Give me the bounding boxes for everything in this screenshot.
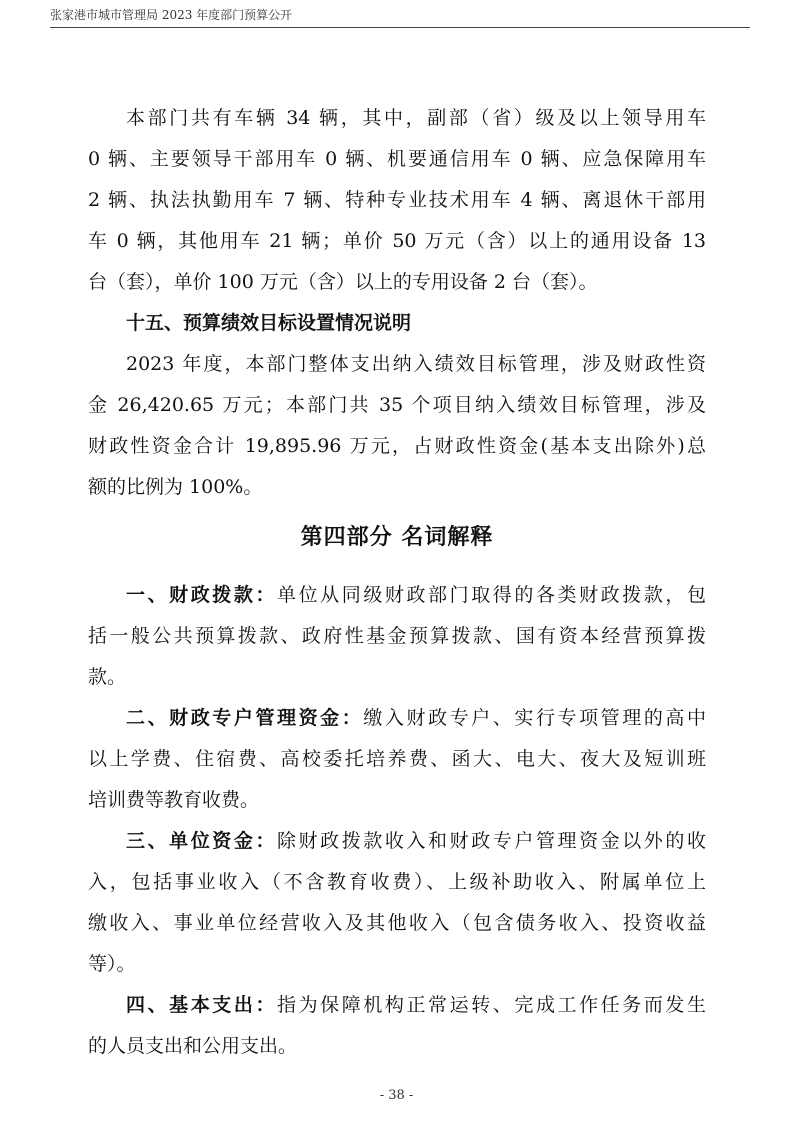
page-header: 张家港市城市管理局 2023 年度部门预算公开 [50,8,293,22]
paragraph-line: 培训费等教育收费。 [88,789,260,811]
term-first-line [88,987,706,1023]
paragraph-line: 台（套），单价 100 万元（含）以上的专用设备 2 台（套）。 [88,271,598,293]
paragraph-line: 款。 [88,666,127,688]
paragraph-line: 2 辆、执法执勤用车 7 辆、特种专业技术用车 4 辆、离退休干部用 [88,189,706,211]
paragraph-line: 本部门共有车辆 34 辆，其中，副部（省）级及以上领导用车 [126,107,706,129]
paragraph-line: 车 0 辆，其他用车 21 辆；单价 50 万元（含）以上的通用设备 13 [88,230,706,252]
paragraph-line: 等）。 [88,953,136,975]
paragraph-line: 金 26,420.65 万元；本部门共 35 个项目纳入绩效目标管理，涉及 [88,394,706,416]
term-label: 一、财政拨款： [126,584,278,606]
page-number: - 38 - [379,1088,414,1103]
term-label: 四、基本支出： [126,994,278,1016]
term-definition: 除财政拨款收入和财政专户管理资金以外的收 [277,830,706,852]
paragraph-line: 以上学费、住宿费、高校委托培养费、函大、电大、夜大及短训班 [88,748,706,770]
paragraph-line: 入，包括事业收入（不含教育收费）、上级补助收入、附属单位上 [88,871,706,893]
term-label: 三、单位资金： [126,830,278,852]
term-definition: 单位从同级财政部门取得的各类财政拨款，包 [277,584,706,606]
header-divider [50,27,750,28]
paragraph-line: 0 辆、主要领导干部用车 0 辆、机要通信用车 0 辆、应急保障用车 [88,148,706,170]
paragraph-line: 缴收入、事业单位经营收入及其他收入（包含债务收入、投资收益 [88,912,706,934]
paragraph-line: 括一般公共预算拨款、政府性基金预算拨款、国有资本经营预算拨 [88,625,706,647]
paragraph-line: 的人员支出和公用支出。 [88,1035,298,1057]
term-first-line [88,577,706,613]
term-definition: 缴入财政专户、实行专项管理的高中 [363,707,706,729]
paragraph-line: 额的比例为 100%。 [88,476,263,498]
term-label: 二、财政专户管理资金： [126,707,364,729]
paragraph-line: 财政性资金合计 19,895.96 万元，占财政性资金(基本支出除外)总 [88,435,706,457]
term-first-line [88,700,706,736]
part-title: 第四部分 名词解释 [300,525,494,550]
section-heading: 十五、预算绩效目标设置情况说明 [126,312,412,334]
term-first-line [88,823,706,859]
paragraph-line: 2023 年度，本部门整体支出纳入绩效目标管理，涉及财政性资 [126,353,706,375]
term-definition: 指为保障机构正常运转、完成工作任务而发生 [277,994,706,1016]
